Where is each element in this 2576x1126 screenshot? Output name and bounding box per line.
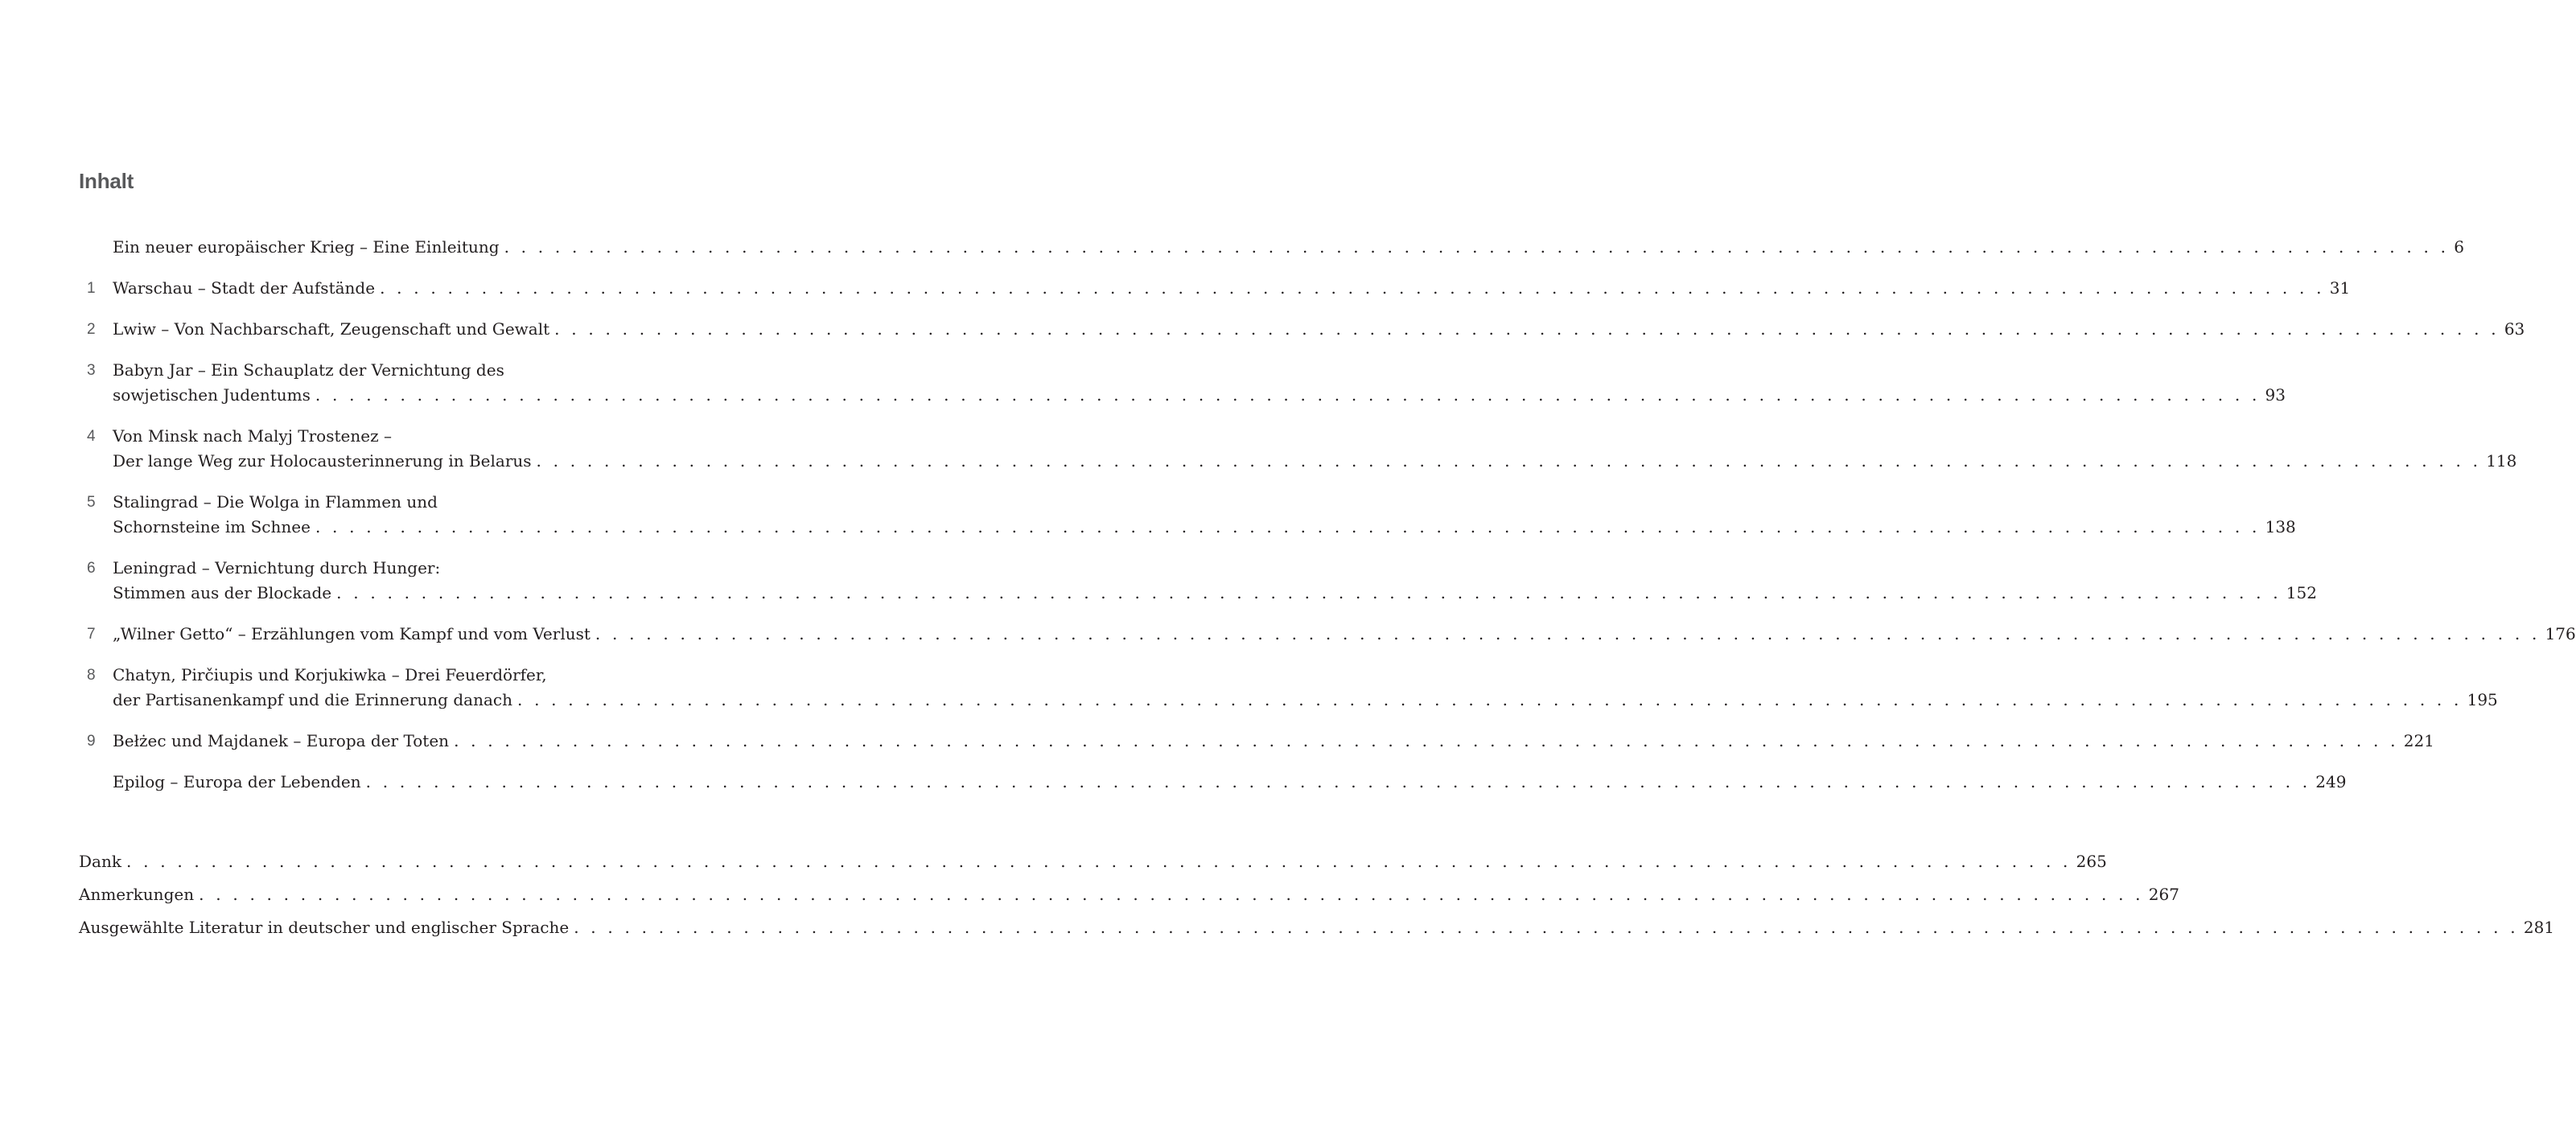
page-number: 138 [2265, 517, 2296, 536]
dot-leader: . . . . . . . . . . . . . . . . . . . . . . . . . . . . . . . . . . . . . . . . . . . . . . . . . . . . . . . . . . . . . . . . . . . . . . . . . . . . . . . . . . . . . . . . . . . . . . . . . . . . . . . . . . . . . . . . . . . [315, 517, 2261, 536]
chapter-number: 7 [87, 626, 96, 643]
chapter-number: 4 [87, 428, 96, 445]
dot-leader: . . . . . . . . . . . . . . . . . . . . . . . . . . . . . . . . . . . . . . . . . . . . . . . . . . . . . . . . . . . . . . . . . . . . . . . . . . . . . . . . . . . . . . . . . . . . . . . . . . . . . . . . . . . . . . . . . . . [454, 731, 2399, 750]
entry-title-line-2: der Partisanenkampf und die Erinnerung danach [113, 690, 512, 709]
page-number: 93 [2265, 385, 2286, 405]
chapter-number: 6 [87, 560, 96, 577]
toc-entry-chapter-8[interactable] [79, 663, 2498, 713]
entry-title-line-1: Von Minsk nach Malyj Trostenez – [113, 426, 392, 446]
entry-title-line-2: sowjetischen Judentums [113, 385, 311, 405]
toc-entry-chapter-1[interactable] [79, 276, 2351, 301]
toc-entry-chapter-4[interactable] [79, 424, 2517, 474]
page-number: 152 [2286, 583, 2317, 602]
page-number: 195 [2467, 690, 2498, 709]
entry-title: Ein neuer europäischer Krieg – Eine Einleitung [113, 237, 500, 257]
dot-leader: . . . . . . . . . . . . . . . . . . . . . . . . . . . . . . . . . . . . . . . . . . . . . . . . . . . . . . . . . . . . . . . . . . . . . . . . . . . . . . . . . . . . . . . . . . . . . . . . . . . . . . . . . . . . . . . . . . . [199, 885, 2144, 904]
dot-leader: . . . . . . . . . . . . . . . . . . . . . . . . . . . . . . . . . . . . . . . . . . . . . . . . . . . . . . . . . . . . . . . . . . . . . . . . . . . . . . . . . . . . . . . . . . . . . . . . . . . . . . . . . . . . . . . . . . . [315, 385, 2261, 405]
entry-title-line-2: Der lange Weg zur Holocausterinnerung in Belarus [113, 451, 532, 471]
page-title: Inhalt [79, 169, 134, 193]
entry-title-line-2: Stimmen aus der Blockade [113, 583, 332, 602]
entry-title: „Wilner Getto“ – Erzählungen vom Kampf und vom Verlust [113, 624, 591, 643]
entry-title: Bełżec und Majdanek – Europa der Toten [113, 731, 450, 750]
page-number: 63 [2504, 319, 2525, 339]
toc-entry-introduction[interactable] [79, 235, 2464, 260]
entry-title: Lwiw – Von Nachbarschaft, Zeugenschaft und Gewalt [113, 319, 550, 339]
chapter-number: 5 [87, 494, 96, 511]
page-number: 176 [2545, 624, 2576, 643]
entry-title: Epilog – Europa der Lebenden [113, 772, 361, 791]
page-number: 265 [2076, 852, 2107, 871]
toc-entry-anmerkungen[interactable] [79, 882, 2179, 907]
page-number: 267 [2148, 885, 2179, 904]
page-number: 249 [2315, 772, 2347, 791]
dot-leader: . . . . . . . . . . . . . . . . . . . . . . . . . . . . . . . . . . . . . . . . . . . . . . . . . . . . . . . . . . . . . . . . . . . . . . . . . . . . . . . . . . . . . . . . . . . . . . . . . . . . . . . . . . . . . . . . . . . [554, 319, 2500, 339]
dot-leader: . . . . . . . . . . . . . . . . . . . . . . . . . . . . . . . . . . . . . . . . . . . . . . . . . . . . . . . . . . . . . . . . . . . . . . . . . . . . . . . . . . . . . . . . . . . . . . . . . . . . . . . . . . . . . . . . . . . [574, 918, 2519, 937]
entry-title-line-1: Leningrad – Vernichtung durch Hunger: [113, 558, 441, 577]
chapter-number: 9 [87, 733, 96, 750]
toc-entry-chapter-6[interactable] [79, 556, 2317, 606]
dot-leader: . . . . . . . . . . . . . . . . . . . . . . . . . . . . . . . . . . . . . . . . . . . . . . . . . . . . . . . . . . . . . . . . . . . . . . . . . . . . . . . . . . . . . . . . . . . . . . . . . . . . . . . . . . . . . . . . . . . [516, 690, 2463, 709]
toc-entry-chapter-5[interactable] [79, 490, 2296, 540]
page-number: 118 [2486, 451, 2517, 471]
page-number: 281 [2523, 918, 2555, 937]
entry-title: Dank [79, 852, 121, 871]
toc-entry-epilog[interactable] [79, 770, 2347, 795]
dot-leader: . . . . . . . . . . . . . . . . . . . . . . . . . . . . . . . . . . . . . . . . . . . . . . . . . . . . . . . . . . . . . . . . . . . . . . . . . . . . . . . . . . . . . . . . . . . . . . . . . . . . . . . . . . . . . . . . . . . [536, 451, 2482, 471]
toc-entry-chapter-3[interactable] [79, 358, 2286, 408]
entry-title: Anmerkungen [79, 885, 195, 904]
entry-title: Warschau – Stadt der Aufstände [113, 278, 376, 298]
dot-leader: . . . . . . . . . . . . . . . . . . . . . . . . . . . . . . . . . . . . . . . . . . . . . . . . . . . . . . . . . . . . . . . . . . . . . . . . . . . . . . . . . . . . . . . . . . . . . . . . . . . . . . . . . . . . . . . . . . . [380, 278, 2325, 298]
dot-leader: . . . . . . . . . . . . . . . . . . . . . . . . . . . . . . . . . . . . . . . . . . . . . . . . . . . . . . . . . . . . . . . . . . . . . . . . . . . . . . . . . . . . . . . . . . . . . . . . . . . . . . . . . . . . . . . . . . . [595, 624, 2541, 643]
entry-title-line-2: Schornsteine im Schnee [113, 517, 311, 536]
chapter-number: 8 [87, 667, 96, 684]
entry-title-line-1: Babyn Jar – Ein Schauplatz der Vernichtung des [113, 360, 504, 380]
table-of-contents [79, 235, 2576, 811]
dot-leader: . . . . . . . . . . . . . . . . . . . . . . . . . . . . . . . . . . . . . . . . . . . . . . . . . . . . . . . . . . . . . . . . . . . . . . . . . . . . . . . . . . . . . . . . . . . . . . . . . . . . . . . . . . . . . . . . . . . [126, 852, 2072, 871]
entry-title: Ausgewählte Literatur in deutscher und englischer Sprache [79, 918, 570, 937]
entry-title-line-1: Stalingrad – Die Wolga in Flammen und [113, 492, 438, 512]
back-matter-list [79, 849, 2555, 948]
toc-entry-chapter-2[interactable] [79, 317, 2525, 342]
toc-entry-literatur[interactable] [79, 915, 2555, 940]
page-number: 6 [2454, 237, 2464, 257]
entry-title-line-1: Chatyn, Pirčiupis und Korjukiwka – Drei Feuerdörfer, [113, 665, 547, 684]
dot-leader: . . . . . . . . . . . . . . . . . . . . . . . . . . . . . . . . . . . . . . . . . . . . . . . . . . . . . . . . . . . . . . . . . . . . . . . . . . . . . . . . . . . . . . . . . . . . . . . . . . . . . . . . . . . . . . . . . . . [504, 237, 2450, 257]
toc-entry-chapter-7[interactable] [79, 622, 2576, 647]
dot-leader: . . . . . . . . . . . . . . . . . . . . . . . . . . . . . . . . . . . . . . . . . . . . . . . . . . . . . . . . . . . . . . . . . . . . . . . . . . . . . . . . . . . . . . . . . . . . . . . . . . . . . . . . . . . . . . . . . . . [336, 583, 2282, 602]
page-number: 221 [2403, 731, 2434, 750]
page-number: 31 [2329, 278, 2351, 298]
chapter-number: 1 [87, 280, 96, 297]
dot-leader: . . . . . . . . . . . . . . . . . . . . . . . . . . . . . . . . . . . . . . . . . . . . . . . . . . . . . . . . . . . . . . . . . . . . . . . . . . . . . . . . . . . . . . . . . . . . . . . . . . . . . . . . . . . . . . . . . . . [365, 772, 2311, 791]
chapter-number: 2 [87, 321, 96, 338]
toc-entry-dank[interactable] [79, 849, 2107, 874]
chapter-number: 3 [87, 362, 96, 379]
toc-entry-chapter-9[interactable] [79, 729, 2434, 754]
